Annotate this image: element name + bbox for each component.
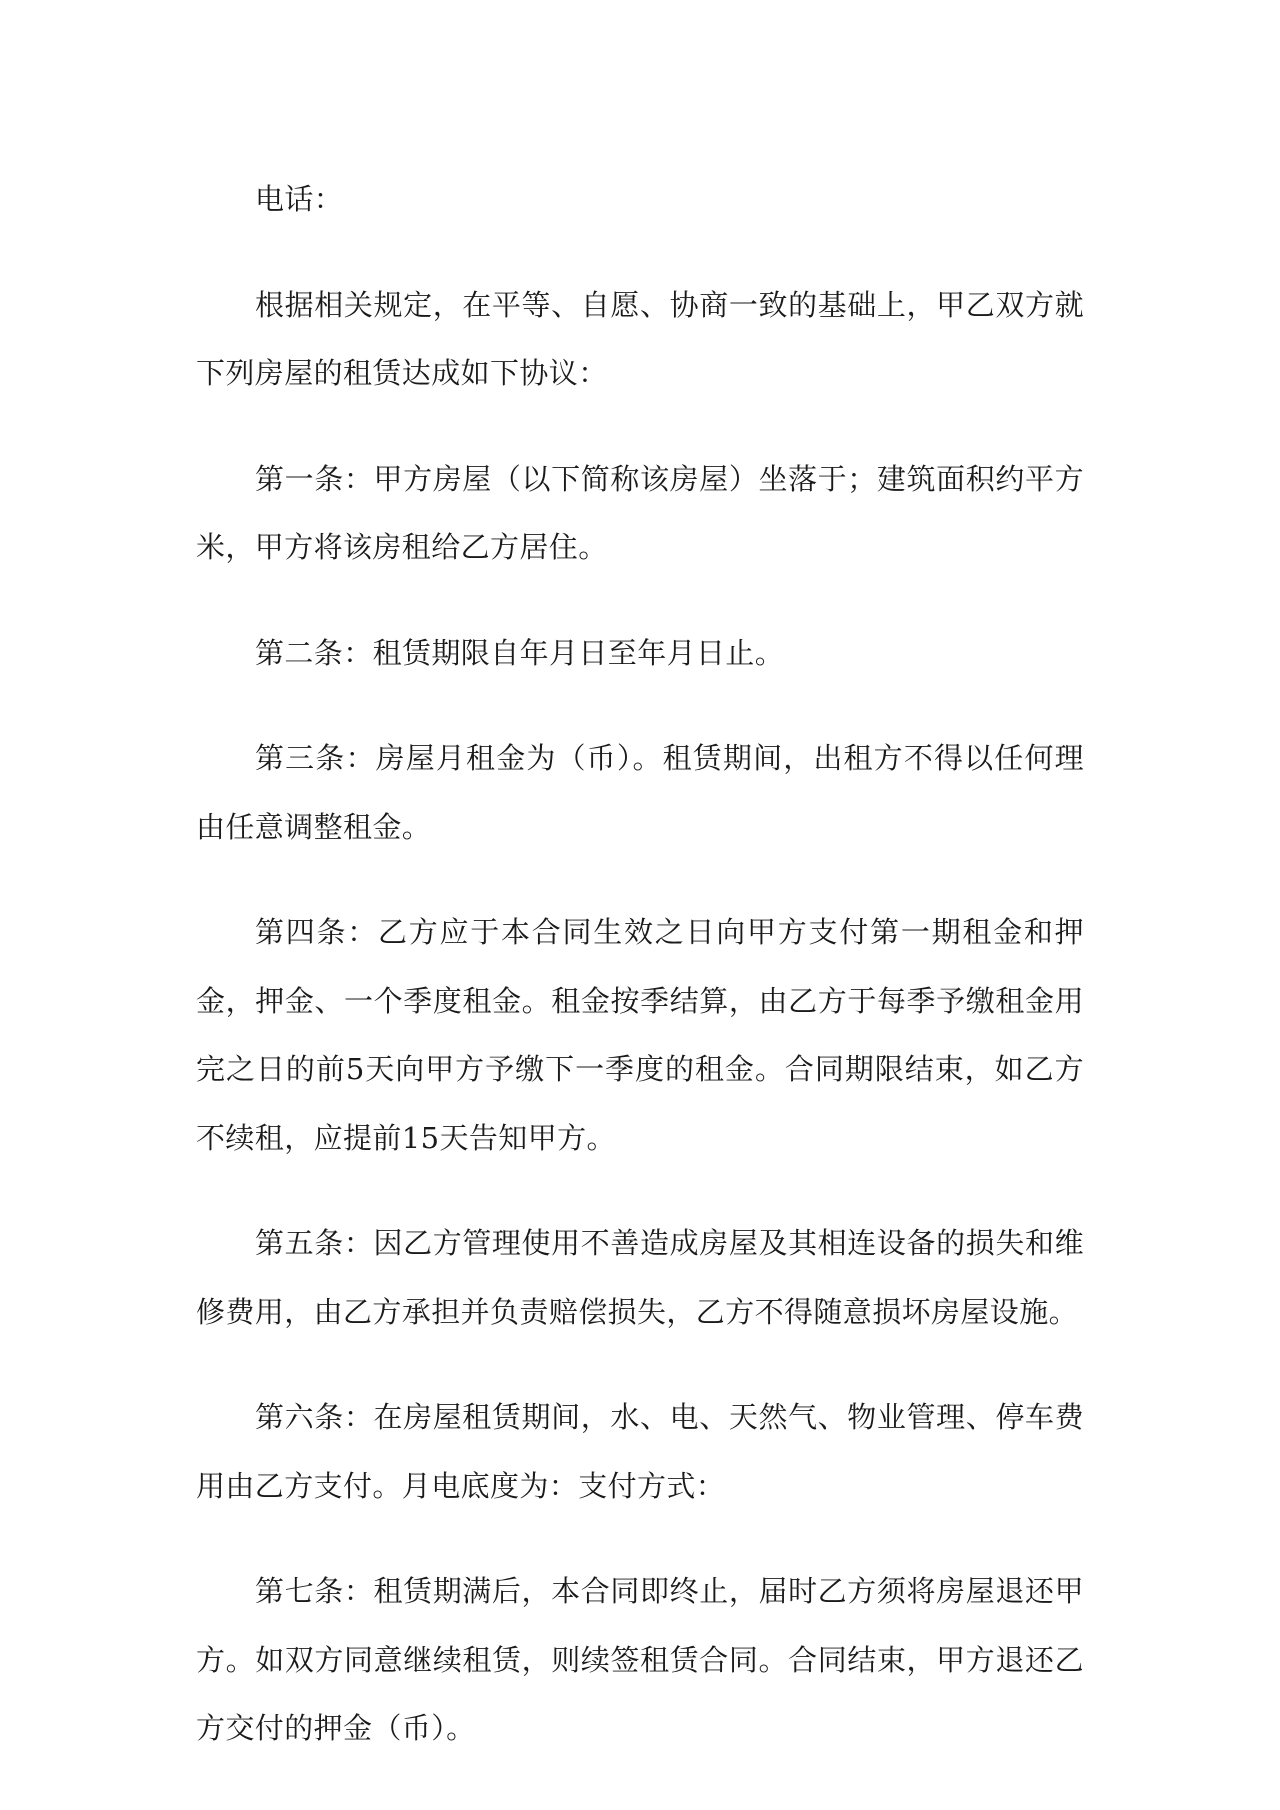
article-4: 第四条：乙方应于本合同生效之日向甲方支付第一期租金和押金，押金、一个季度租金。租金按季结算，由乙方于每季予缴租金用完之日的前5天向甲方予缴下一季度的租金。合同期限结束，如乙方不续租，应提前15天告知甲方。 [196,915,1084,1155]
phone-line: 电话： [255,182,344,216]
article-3: 第三条：房屋月租金为（币）。租赁期间，出租方不得以任何理由任意调整租金。 [196,741,1084,844]
article-7: 第七条：租赁期满后，本合同即终止，届时乙方须将房屋退还甲方。如双方同意继续租赁，则续签租赁合同。合同结束，甲方退还乙方交付的押金（币）。 [196,1574,1084,1745]
article-5: 第五条：因乙方管理使用不善造成房屋及其相连设备的损失和维修费用，由乙方承担并负责赔偿损失，乙方不得随意损坏房屋设施。 [196,1226,1084,1329]
article-6: 第六条：在房屋租赁期间，水、电、天然气、物业管理、停车费用由乙方支付。月电底度为：支付方式： [196,1400,1084,1503]
article-2: 第二条：租赁期限自年月日至年月日止。 [255,635,785,670]
article-1: 第一条：甲方房屋（以下简称该房屋）坐落于；建筑面积约平方米，甲方将该房租给乙方居住。 [196,461,1084,564]
document-body [196,165,1084,1800]
preamble-paragraph: 根据相关规定，在平等、自愿、协商一致的基础上，甲乙双方就下列房屋的租赁达成如下协议： [196,287,1084,390]
